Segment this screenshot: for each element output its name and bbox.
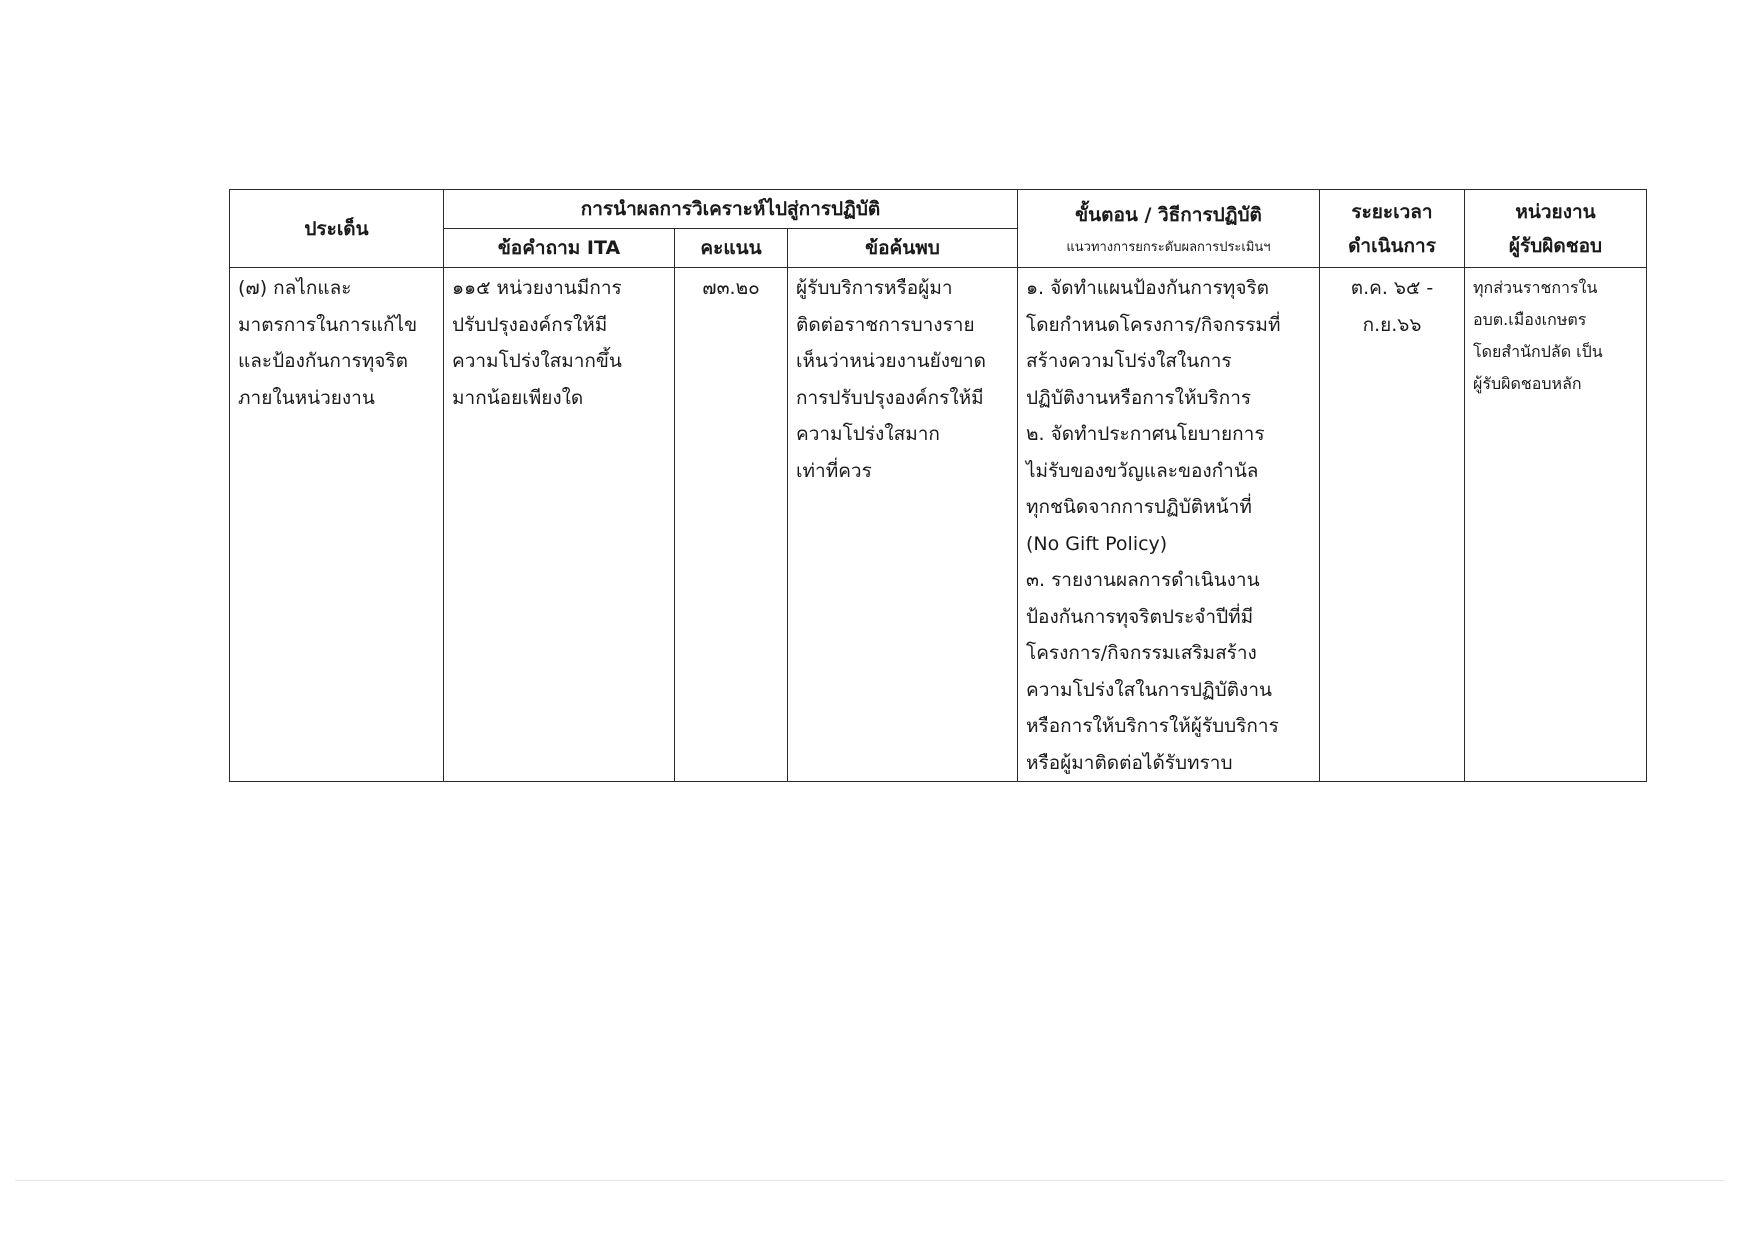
cell-steps: ๑. จัดทำแผนป้องกันการทุจริต โดยกำหนดโครงการ/กิจกรรมที่ สร้างความโปร่งใสในการ ปฏิบัติงานหรือการให้บริการ ๒. จัดทำประกาศนโยบายการ ไม่รับของขวัญและของกำนัล ทุกชนิดจากการปฏิบัติหน้าที่ (No Gift Policy) ๓. รายงานผลการดำเนินงาน ป้องกันการทุจริตประจำปีที่มี โครงการ/กิจกรรมเสริมสร้าง ความโปร่งใสในการปฏิบัติงาน หรือการให้บริการให้ผู้รับบริการ หรือผู้มาติดต่อได้รับทราบ bbox=[1018, 268, 1320, 782]
cell-responsible: ทุกส่วนราชการใน อบต.เมืองเกษตร โดยสำนักปลัด เป็น ผู้รับผิดชอบหลัก bbox=[1465, 268, 1647, 782]
table-row bbox=[230, 268, 1647, 782]
cell-finding: ผู้รับบริการหรือผู้มา ติดต่อราชการบางราย เห็นว่าหน่วยงานยังขาด การปรับปรุงองค์กรให้มี ความโปร่งใสมาก เท่าที่ควร bbox=[788, 268, 1018, 782]
cell-score: ๗๓.๒๐ bbox=[675, 268, 788, 782]
header-row-1 bbox=[230, 190, 1647, 229]
page-bottom-rule bbox=[15, 1180, 1725, 1181]
cell-issue: (๗) กลไกและ มาตรการในการแก้ไข และป้องกันการทุจริต ภายในหน่วยงาน bbox=[230, 268, 444, 782]
header-steps-main: ขั้นตอน / วิธีการปฏิบัติ bbox=[1075, 204, 1262, 226]
header-ita-question: ข้อคำถาม ITA bbox=[444, 229, 675, 268]
header-score: คะแนน bbox=[675, 229, 788, 268]
header-responsible: หน่วยงาน ผู้รับผิดชอบ bbox=[1465, 190, 1647, 268]
header-finding: ข้อค้นพบ bbox=[788, 229, 1018, 268]
header-applying: การนำผลการวิเคราะห์ไปสู่การปฏิบัติ bbox=[444, 190, 1018, 229]
header-issue: ประเด็น bbox=[230, 190, 444, 268]
action-plan-table bbox=[229, 189, 1647, 782]
cell-ita-question: ๑๑๕ หน่วยงานมีการ ปรับปรุงองค์กรให้มี ความโปร่งใสมากขึ้น มากน้อยเพียงใด bbox=[444, 268, 675, 782]
header-steps bbox=[1018, 190, 1320, 268]
header-steps-sub: แนวทางการยกระดับผลการประเมินฯ bbox=[1066, 240, 1271, 255]
cell-timeframe: ต.ค. ๖๕ - ก.ย.๖๖ bbox=[1320, 268, 1465, 782]
header-timeframe: ระยะเวลา ดำเนินการ bbox=[1320, 190, 1465, 268]
